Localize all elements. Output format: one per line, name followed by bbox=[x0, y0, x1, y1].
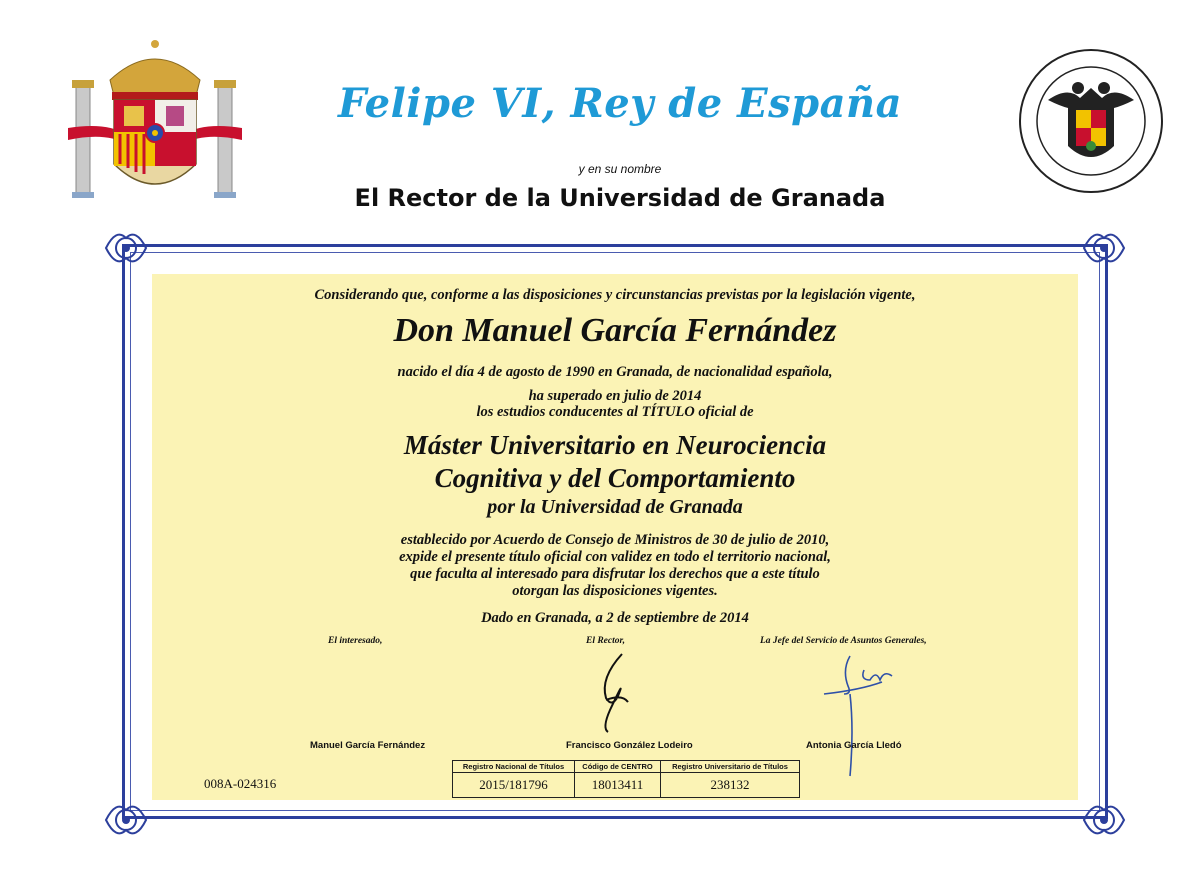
registry-value: 238132 bbox=[710, 777, 750, 792]
interesado-name: Manuel García Fernández bbox=[310, 740, 426, 751]
registry-header: Código de CENTRO bbox=[575, 761, 660, 773]
rector-name: Francisco González Lodeiro bbox=[566, 740, 693, 751]
birth-details: nacido el día 4 de agosto de 1990 en Granada, de nacionalidad española, bbox=[397, 364, 833, 380]
degree-title-line-2: Cognitiva y del Comportamiento bbox=[434, 463, 796, 493]
corner-ornament-icon bbox=[100, 222, 152, 274]
rector-label: El Rector, bbox=[586, 636, 626, 646]
registry-cell bbox=[575, 761, 661, 797]
degree-university: por la Universidad de Granada bbox=[487, 496, 743, 518]
spanish-coat-of-arms-icon bbox=[66, 36, 244, 208]
recipient-name: Don Manuel García Fernández bbox=[393, 312, 837, 349]
legal-text-line-3: que faculta al interesado para disfrutar los derechos que a este título bbox=[410, 566, 820, 582]
registry-value: 18013411 bbox=[591, 777, 644, 792]
jefe-name: Antonia García Lledó bbox=[806, 740, 902, 751]
degree-title-line-1: Máster Universitario en Neurociencia bbox=[403, 430, 827, 460]
jefe-label: La Jefe del Servicio de Asuntos Generales, bbox=[760, 636, 927, 646]
rector-signature bbox=[592, 650, 642, 736]
issue-date-text: Dado en Granada, a 2 de septiembre de 2014 bbox=[481, 610, 749, 626]
interesado-label: El interesado, bbox=[328, 636, 383, 646]
corner-ornament-icon bbox=[100, 794, 152, 846]
legal-text-line-2: expide el presente título oficial con validez en todo el territorio nacional, bbox=[399, 549, 831, 565]
on-behalf-text: y en su nombre bbox=[578, 162, 662, 176]
registry-header: Registro Nacional de Títulos bbox=[453, 761, 574, 773]
registry-header: Registro Universitario de Títulos bbox=[661, 761, 799, 773]
registry-cell bbox=[453, 761, 575, 797]
king-title: Felipe VI, Rey de España bbox=[337, 80, 903, 127]
document-number: 008A-024316 bbox=[204, 776, 277, 791]
completion-date-text: ha superado en julio de 2014 bbox=[528, 388, 702, 404]
jefe-signature bbox=[820, 650, 910, 778]
registry-value: 2015/181796 bbox=[479, 777, 548, 792]
preamble-text: Considerando que, conforme a las disposiciones y circunstancias previstas por la legislación vigente, bbox=[314, 287, 916, 303]
rector-heading: El Rector de la Universidad de Granada bbox=[354, 184, 886, 212]
legal-text-line-4: otorgan las disposiciones vigentes. bbox=[512, 583, 718, 599]
studies-text: los estudios conducentes al TÍTULO oficial de bbox=[476, 404, 754, 420]
university-of-granada-seal-icon bbox=[1018, 48, 1164, 194]
registry-cell bbox=[661, 761, 799, 797]
corner-ornament-icon bbox=[1078, 222, 1130, 274]
corner-ornament-icon bbox=[1078, 794, 1130, 846]
registry-table bbox=[452, 760, 800, 798]
legal-text-line-1: establecido por Acuerdo de Consejo de Ministros de 30 de julio de 2010, bbox=[400, 532, 830, 548]
